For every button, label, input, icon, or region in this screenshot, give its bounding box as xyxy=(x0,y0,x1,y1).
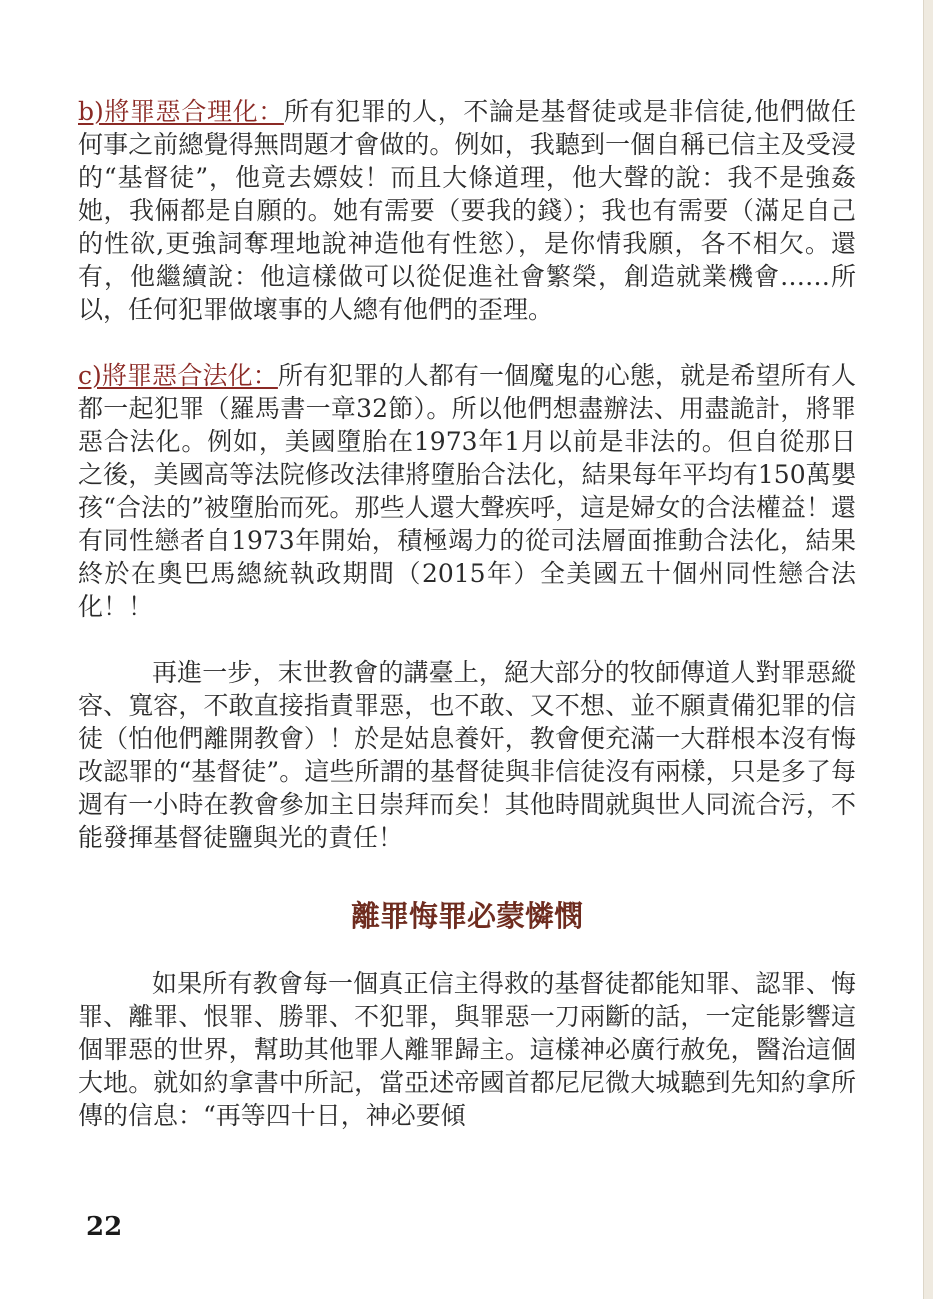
page-edge xyxy=(923,0,933,1299)
paragraph-3: 再進一步，末世教會的講臺上，絕大部分的牧師傳道人對罪惡縱容、寬容，不敢直接指責罪惡，也不敢、又不想、並不願責備犯罪的信徒（怕他們離開教會）！於是姑息養奸，教會便充滿一大群根本沒有悔改認罪的“基督徒”。這些所謂的基督徒與非信徒沒有兩樣，只是多了每週有一小時在教會參加主日崇拜而矣！其他時間就與世人同流合污，不能發揮基督徒鹽與光的責任！ xyxy=(78,658,856,852)
paragraph-c xyxy=(78,359,856,623)
section-b-label: b)將罪惡合理化： xyxy=(78,97,284,126)
section-b-text: 所有犯罪的人，不論是基督徒或是非信徒,他們做任何事之前總覺得無問題才會做的。例如，我聽到一個自稱已信主及受浸的“基督徒”，他竟去嫖妓！而且大條道理，他大聲的說：我不是強姦她，我倆都是自願的。她有需要（要我的錢）；我也有需要（滿足自己的性欲,更強詞奪理地說神造他有性慾），是你情我願，各不相欠。還有，他繼續說：他這樣做可以從促進社會繁榮，創造就業機會……所以，任何犯罪做壞事的人總有他們的歪理。 xyxy=(78,97,856,324)
section-c-label: c)將罪惡合法化： xyxy=(78,361,278,390)
section-c-text: 所有犯罪的人都有一個魔鬼的心態，就是希望所有人都一起犯罪（羅馬書一章32節）。所以他們想盡辦法、用盡詭計，將罪惡合法化。例如，美國墮胎在1973年1月以前是非法的。但自從那日之後，美國高等法院修改法律將墮胎合法化，結果每年平均有150萬嬰孩“合法的”被墮胎而死。那些人還大聲疾呼，這是婦女的合法權益！還有同性戀者自1973年開始，積極竭力的從司法層面推動合法化，結果終於在奧巴馬總統執政期間（2015年）全美國五十個州同性戀合法化！！ xyxy=(78,361,856,621)
section-heading: 離罪悔罪必蒙憐憫 xyxy=(350,899,583,933)
page-content xyxy=(78,95,856,1132)
paragraph-4: 如果所有教會每一個真正信主得救的基督徒都能知罪、認罪、悔罪、離罪、恨罪、勝罪、不犯罪，與罪惡一刀兩斷的話，一定能影響這個罪惡的世界，幫助其他罪人離罪歸主。這樣神必廣行赦免，醫治這個大地。就如約拿書中所記，當亞述帝國首都尼尼微大城聽到先知約拿所傳的信息：“再等四十日，神必要傾 xyxy=(78,969,856,1130)
paragraph-b xyxy=(78,95,856,326)
page-number: 22 xyxy=(86,1212,123,1242)
